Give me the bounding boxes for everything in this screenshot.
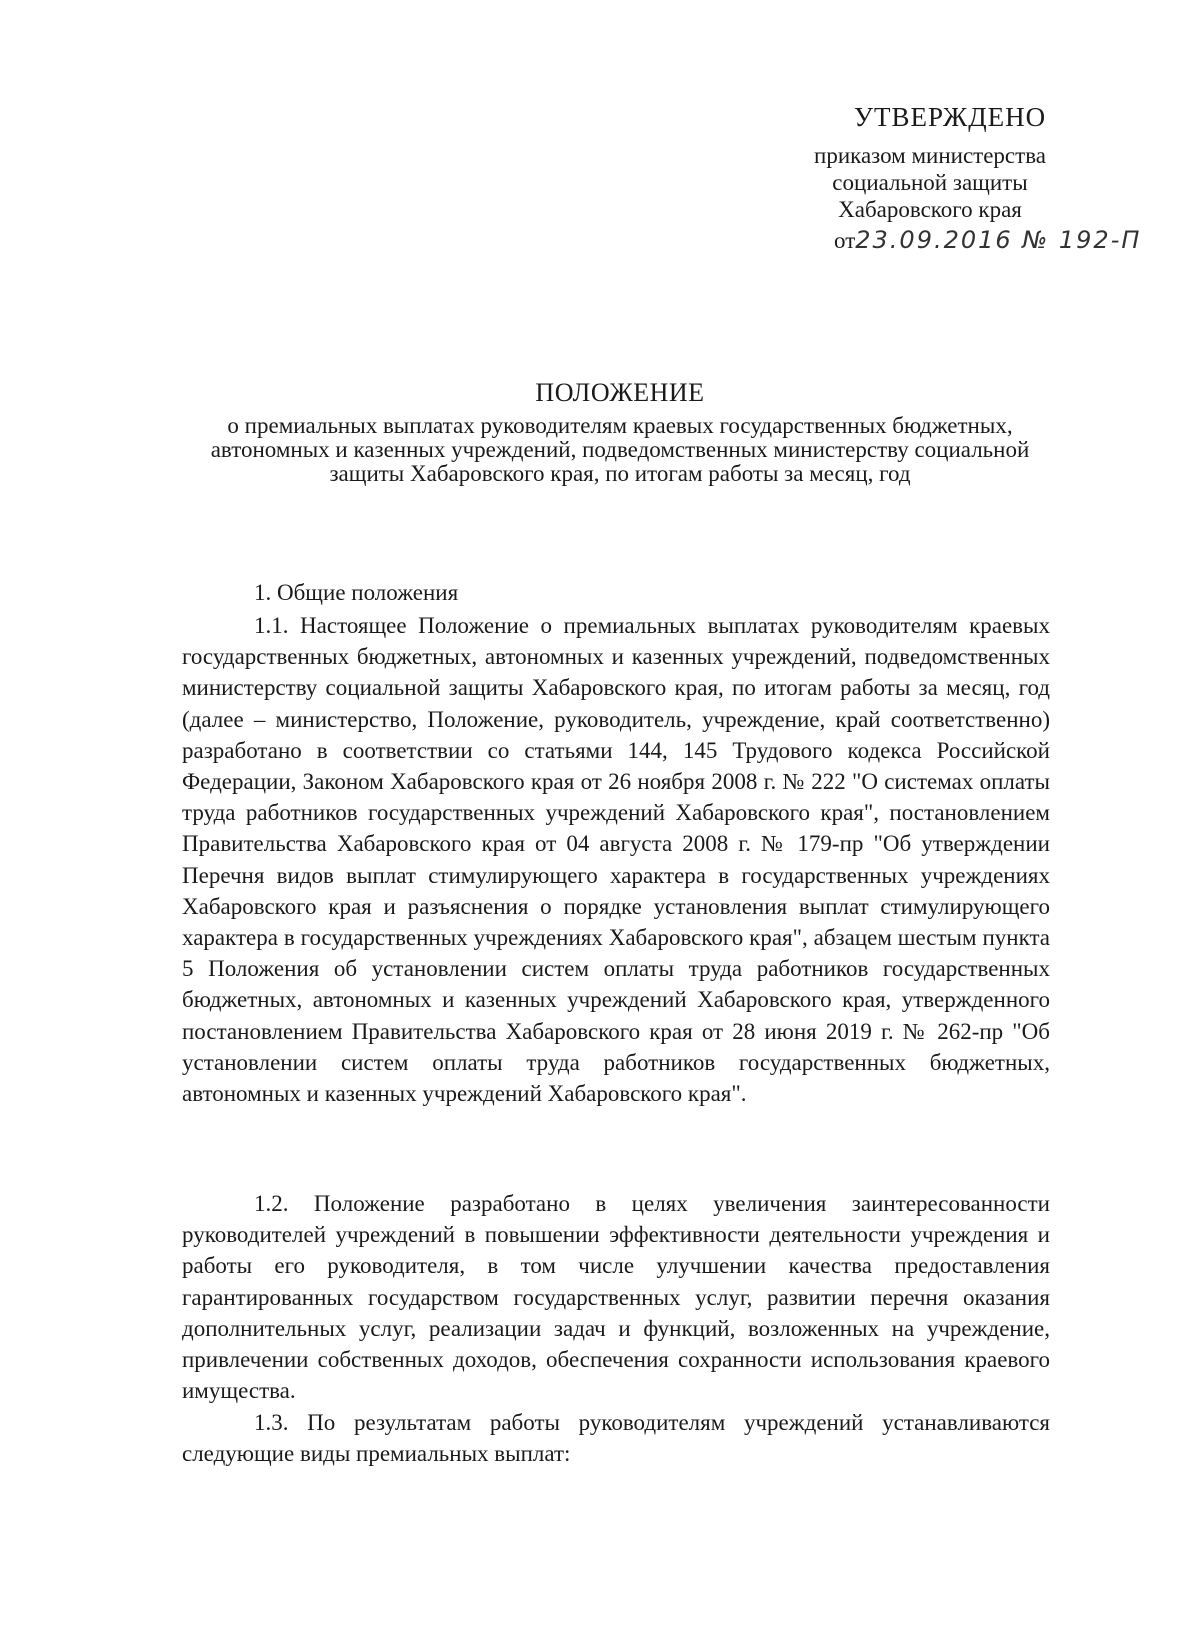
approval-block: [760, 100, 1142, 254]
document-title: ПОЛОЖЕНИЕ: [535, 378, 705, 407]
paragraph-1-1: 1.1. Настоящее Положение о премиальных выплатах руководителям краевых государственных бюджетных, автономных и казенных учреждений, подведомственных министерству социальной защиты Хабаровского края, по итогам работы за месяц, год (далее – министерство, Положение, руководитель, учреждение, край соответственно) разработано в соответствии со статьями 144, 145 Трудового кодекса Российской Федерации, Законом Хабаровского края от 26 ноября 2008 г. № 222 "О системах оплаты труда работников государственных учреждений Хабаровского края", постановлением Правительства Хабаровского края от 04 августа 2008 г. № 179-пр "Об утверждении Перечня видов выплат стимулирующего характера в государственных учреждениях Хабаровского края и разъяснения о порядке установления выплат стимулирующего характера в государственных учреждениях Хабаровского края", абзацем шестым пункта 5 Положения об установлении систем оплаты труда работников государственных бюджетных, автономных и казенных учреждений Хабаровского края, утвержденного постановлением Правительства Хабаровского края от 28 июня 2019 г. № 262-пр "Об установлении систем оплаты труда работников государственных бюджетных, автономных и казенных учреждений Хабаровского края".: [182, 613, 1050, 1107]
approval-date-prefix: от: [834, 228, 856, 253]
paragraph-1-3: 1.3. По результатам работы руководителям учреждений устанавливаются следующие виды премиальных выплат:: [182, 1410, 1050, 1467]
paragraph-1-2: 1.2. Положение разработано в целях увеличения заинтересованности руководителей учреждений в повышении эффективности деятельности учреждения и работы его руководителя, в том числе улучшении качества предоставления гарантированных государством государственных услуг, развитии перечня оказания дополнительных услуг, реализации задач и функций, возложенных на учреждение, привлечении собственных доходов, обеспечения сохранности использования краевого имущества.: [182, 1191, 1050, 1404]
handwritten-date-number: 23.09.2016 № 192-П: [855, 226, 1142, 254]
document-subtitle: о премиальных выплатах руководителям краевых государственных бюджетных, автономных и казенных учреждений, подведомственных министерству социальной защиты Хабаровского края, по итогам работы за месяц, год: [210, 413, 1030, 486]
section-heading: 1. Общие положения: [254, 580, 459, 605]
approval-date-line: [760, 226, 1142, 254]
approval-title: УТВЕРЖДЕНО: [853, 102, 1047, 132]
approval-line-order: приказом министерства: [814, 143, 1046, 168]
approval-line-ministry: социальной защиты: [832, 170, 1028, 195]
approval-line-region: Хабаровского края: [838, 197, 1022, 222]
